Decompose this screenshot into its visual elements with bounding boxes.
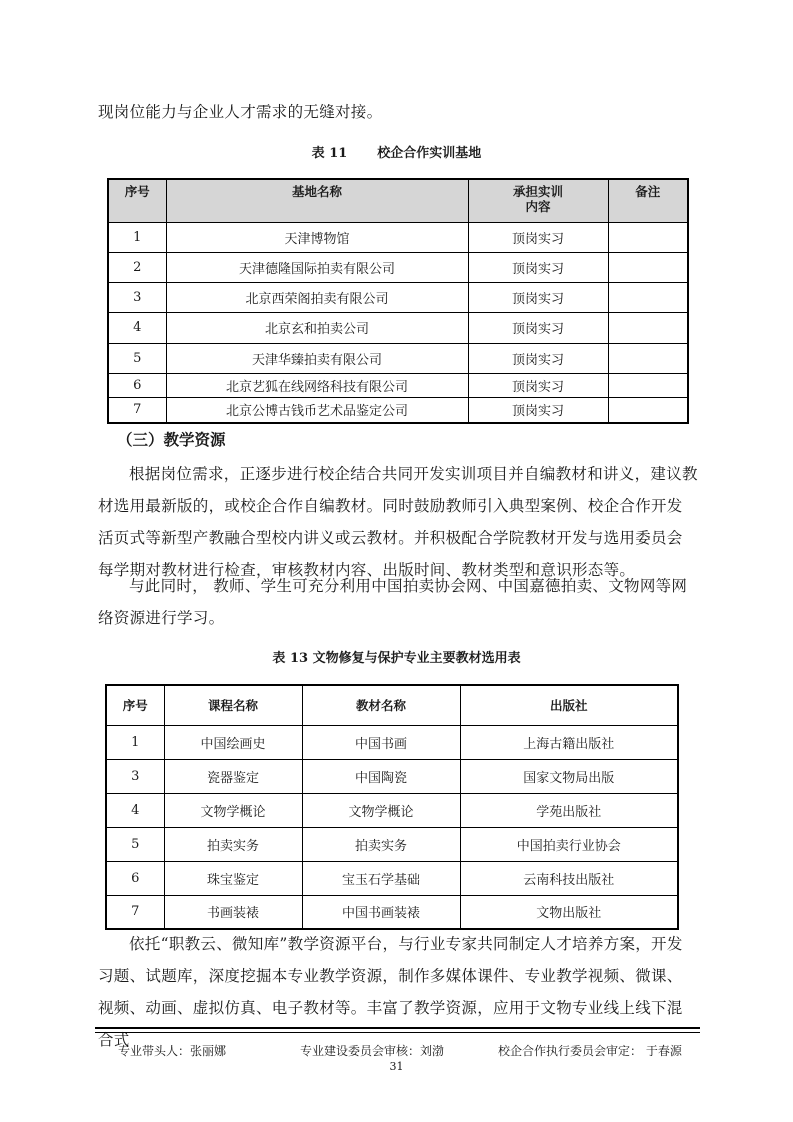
table-cell: 文物学概论 xyxy=(164,793,302,827)
table13-header-textbook: 教材名称 xyxy=(302,685,460,725)
footer-committee: 专业建设委员会审核：刘渤 xyxy=(300,1044,445,1058)
table13-caption: 表 13 文物修复与保护专业主要教材选用表 xyxy=(272,651,521,666)
top-line: 现岗位能力与企业人才需求的无缝对接。 xyxy=(98,103,383,121)
table-cell xyxy=(608,282,688,312)
table-cell: 6 xyxy=(108,373,166,397)
table-cell xyxy=(608,373,688,397)
table-cell xyxy=(608,343,688,373)
table-cell: 宝玉石学基础 xyxy=(302,861,460,895)
table-cell: 中国书画 xyxy=(302,725,460,759)
table11-caption xyxy=(0,142,793,161)
table-row xyxy=(106,895,678,929)
table13-header-row xyxy=(106,685,678,725)
table-row xyxy=(108,252,688,282)
table-cell: 拍卖实务 xyxy=(302,827,460,861)
table-cell: 北京艺狐在线网络科技有限公司 xyxy=(166,373,468,397)
table-row xyxy=(108,312,688,343)
table-row xyxy=(106,725,678,759)
table-row xyxy=(108,397,688,423)
table-cell: 上海古籍出版社 xyxy=(460,725,678,759)
table-cell: 1 xyxy=(108,222,166,252)
table-cell: 瓷器鉴定 xyxy=(164,759,302,793)
table-cell: 顶岗实习 xyxy=(468,397,608,423)
table-row xyxy=(108,343,688,373)
table-cell: 中国书画装裱 xyxy=(302,895,460,929)
table11-header-remarks: 备注 xyxy=(608,179,688,222)
table13-header-index: 序号 xyxy=(106,685,164,725)
table-cell xyxy=(608,252,688,282)
table-cell: 学苑出版社 xyxy=(460,793,678,827)
table-cell: 文物出版社 xyxy=(460,895,678,929)
table11-caption-number: 表 11 xyxy=(311,146,348,161)
table-cell: 1 xyxy=(106,725,164,759)
table11-training-bases xyxy=(107,178,689,424)
table-cell xyxy=(608,397,688,423)
table13-header-publisher: 出版社 xyxy=(460,685,678,725)
table-cell: 2 xyxy=(108,252,166,282)
table-cell: 5 xyxy=(108,343,166,373)
table-cell: 4 xyxy=(108,312,166,343)
table11-header-row xyxy=(108,179,688,222)
table-cell: 北京公博古钱币艺术品鉴定公司 xyxy=(166,397,468,423)
footer-leader: 专业带头人：张丽娜 xyxy=(118,1044,227,1058)
table-row xyxy=(108,282,688,312)
table-cell: 珠宝鉴定 xyxy=(164,861,302,895)
table-cell: 顶岗实习 xyxy=(468,222,608,252)
table-cell xyxy=(608,222,688,252)
table-cell: 北京玄和拍卖公司 xyxy=(166,312,468,343)
table-cell: 书画装裱 xyxy=(164,895,302,929)
table-cell: 6 xyxy=(106,861,164,895)
footer-rule-thick xyxy=(95,1027,700,1029)
table-cell: 天津博物馆 xyxy=(166,222,468,252)
footer-executive: 校企合作执行委员会审定： 于春源 xyxy=(498,1044,682,1058)
table-cell: 天津华臻拍卖有限公司 xyxy=(166,343,468,373)
table-cell xyxy=(608,312,688,343)
table-cell: 中国陶瓷 xyxy=(302,759,460,793)
footer-rule-thin xyxy=(95,1032,700,1033)
table-cell: 顶岗实习 xyxy=(468,343,608,373)
table11-header-content: 承担实训 内容 xyxy=(468,179,608,222)
table-row xyxy=(106,861,678,895)
table-cell: 北京西荣阁拍卖有限公司 xyxy=(166,282,468,312)
table-cell: 国家文物局出版 xyxy=(460,759,678,793)
table-cell: 7 xyxy=(108,397,166,423)
table-row xyxy=(108,373,688,397)
table-cell: 文物学概论 xyxy=(302,793,460,827)
table11-caption-title: 校企合作实训基地 xyxy=(377,146,482,161)
table-cell: 3 xyxy=(106,759,164,793)
table13-header-course: 课程名称 xyxy=(164,685,302,725)
table-cell: 4 xyxy=(106,793,164,827)
table-row xyxy=(106,793,678,827)
table13-textbooks xyxy=(105,684,679,930)
table-cell: 云南科技出版社 xyxy=(460,861,678,895)
paragraph-online-resources: 与此同时， 教师、学生可充分利用中国拍卖协会网、中国嘉德拍卖、文物网等网络资源进行学习。 xyxy=(98,577,688,627)
section-heading-teaching-resources: （三）教学资源 xyxy=(117,430,226,449)
table-cell: 顶岗实习 xyxy=(468,312,608,343)
table-cell: 顶岗实习 xyxy=(468,282,608,312)
table-cell: 拍卖实务 xyxy=(164,827,302,861)
table-cell: 5 xyxy=(106,827,164,861)
table-cell: 天津德隆国际拍卖有限公司 xyxy=(166,252,468,282)
paragraph-textbook-selection: 根据岗位需求，正逐步进行校企结合共同开发实训项目并自编教材和讲义，建议教材选用最新版的，或校企合作自编教材。同时鼓励教师引入典型案例、校企合作开发活页式等新型产教融合型校内讲义或云教材。并积极配合学院教材开发与选用委员会每学期对教材进行检查，审核教材内容、出版时间、教材类型和意识形态等。 xyxy=(98,465,698,579)
table-row xyxy=(106,827,678,861)
table11-header-base-name: 基地名称 xyxy=(166,179,468,222)
table-cell: 顶岗实习 xyxy=(468,252,608,282)
table-row xyxy=(106,759,678,793)
table-cell: 顶岗实习 xyxy=(468,373,608,397)
paragraph-resource-platform: 依托“职教云、微知库”教学资源平台，与行业专家共同制定人才培养方案，开发习题、试题库，深度挖掘本专业教学资源，制作多媒体课件、专业教学视频、微课、视频、动画、虚拟仿真、电子教材等。丰富了教学资源，应用于文物专业线上线下混合式 xyxy=(98,935,683,1049)
table-cell: 中国拍卖行业协会 xyxy=(460,827,678,861)
page-number: 31 xyxy=(389,1060,404,1073)
table-cell: 3 xyxy=(108,282,166,312)
table-cell: 中国绘画史 xyxy=(164,725,302,759)
table-cell: 7 xyxy=(106,895,164,929)
table11-header-index: 序号 xyxy=(108,179,166,222)
table-row xyxy=(108,222,688,252)
